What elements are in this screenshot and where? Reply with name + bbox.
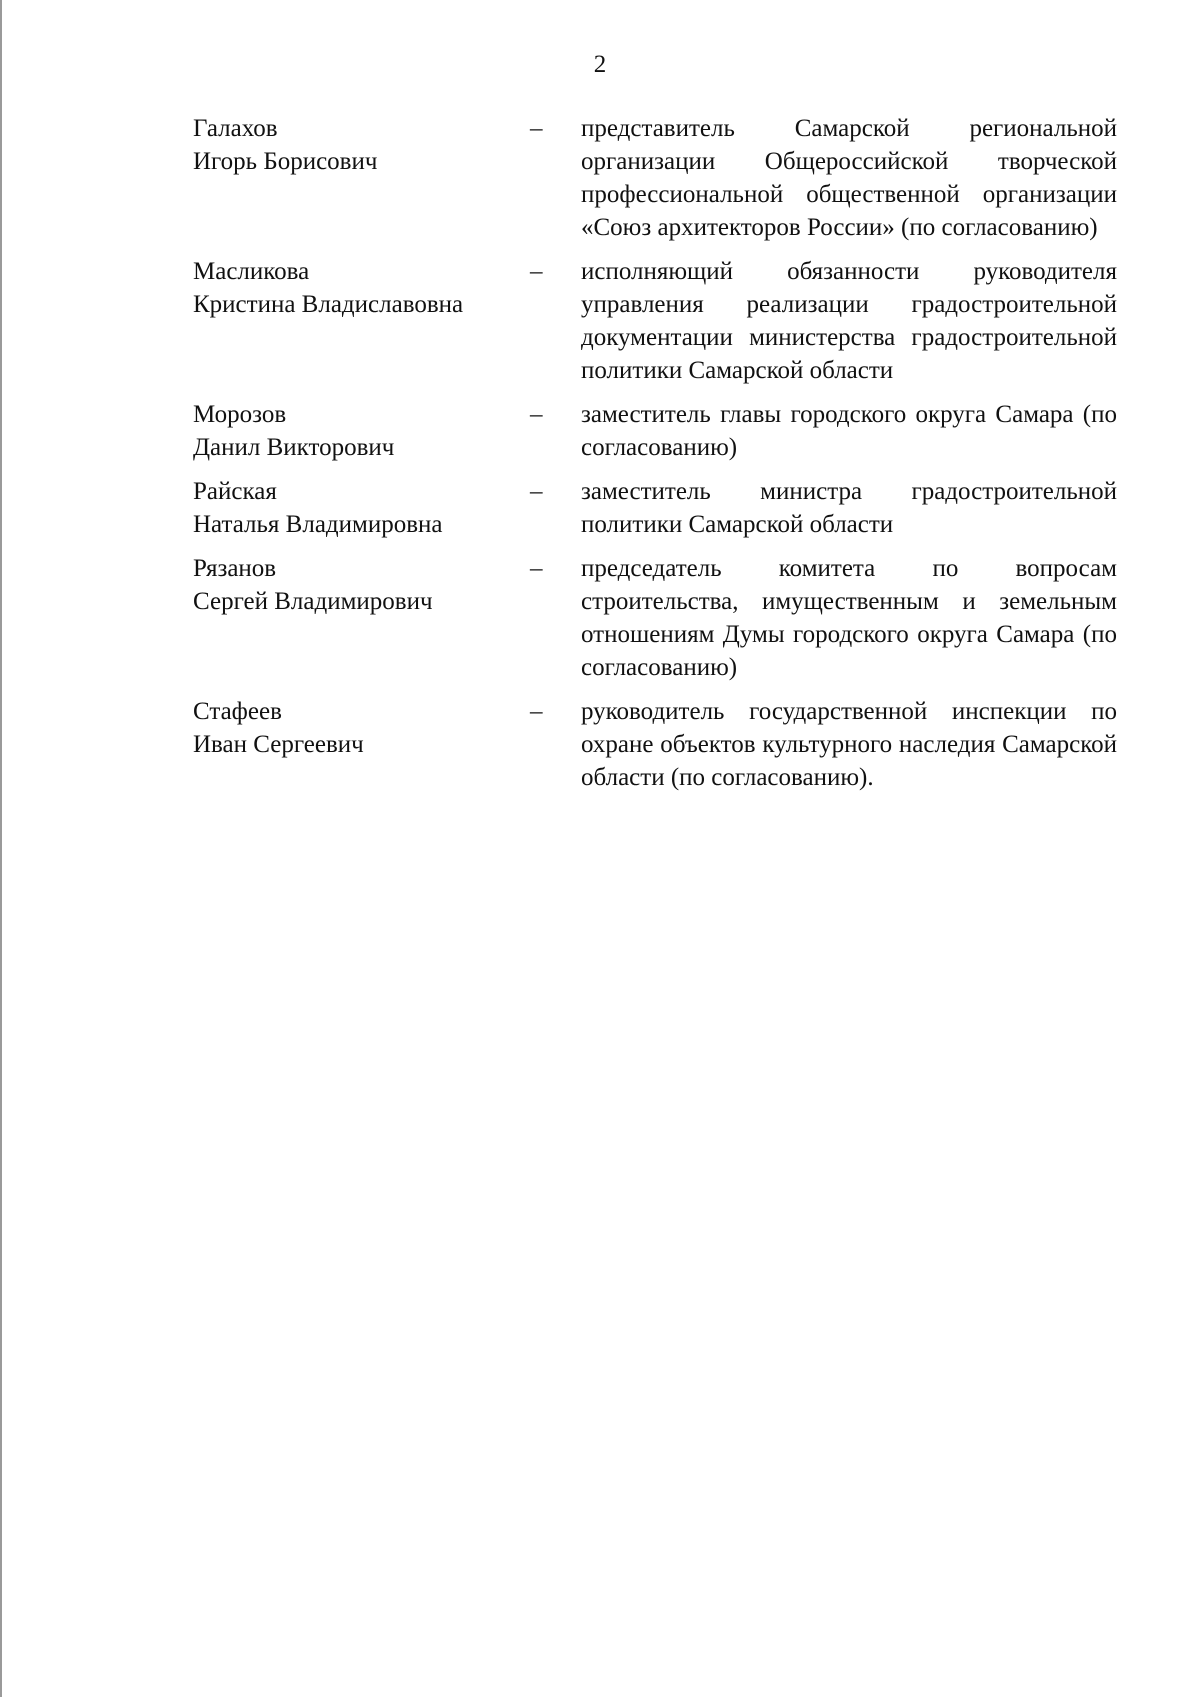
member-entry: [0, 695, 1200, 794]
member-given-names: Сергей Владимирович: [193, 588, 433, 615]
member-name: [193, 695, 523, 761]
dash-separator: –: [530, 555, 543, 582]
members-list: [0, 112, 1200, 794]
dash-separator: –: [530, 258, 543, 285]
member-surname: Галахов: [193, 115, 278, 142]
member-position: заместитель министра градостроительной политики Самарской области: [581, 478, 1117, 538]
member-position: руководитель государственной инспекции по охране объектов культурного наследия Самарской области (по согласованию).: [581, 698, 1117, 791]
member-given-names: Данил Викторович: [193, 434, 395, 461]
member-surname: Масликова: [193, 258, 310, 285]
member-name: [193, 552, 523, 618]
member-entry: [0, 255, 1200, 387]
member-given-names: Иван Сергеевич: [193, 731, 364, 758]
member-surname: Рязанов: [193, 555, 277, 582]
dash-separator: –: [530, 401, 543, 428]
member-name: [193, 475, 523, 541]
member-entry: [0, 475, 1200, 541]
dash-separator: –: [530, 698, 543, 725]
member-entry: [0, 112, 1200, 244]
member-name: [193, 112, 523, 178]
dash-separator: –: [530, 115, 543, 142]
member-name: [193, 398, 523, 464]
member-entry: [0, 552, 1200, 684]
member-surname: Стафеев: [193, 698, 282, 725]
member-position: председатель комитета по вопросам строительства, имущественным и земельным отношениям Думы городского округа Самара (по согласованию): [581, 555, 1117, 681]
member-given-names: Игорь Борисович: [193, 148, 378, 175]
member-given-names: Кристина Владиславовна: [193, 291, 464, 318]
member-surname: Морозов: [193, 401, 287, 428]
member-position: исполняющий обязанности руководителя управления реализации градостроительной документации министерства градостроительной политики Самарской области: [581, 258, 1117, 384]
member-position: представитель Самарской региональной организации Общероссийской творческой профессиональной общественной организации «Союз архитекторов России» (по согласованию): [581, 115, 1117, 241]
member-position: заместитель главы городского округа Самара (по согласованию): [581, 401, 1117, 461]
page-number: 2: [593, 51, 607, 78]
member-name: [193, 255, 523, 321]
dash-separator: –: [530, 478, 543, 505]
member-entry: [0, 398, 1200, 464]
member-given-names: Наталья Владимировна: [193, 511, 443, 538]
member-surname: Райская: [193, 478, 277, 505]
